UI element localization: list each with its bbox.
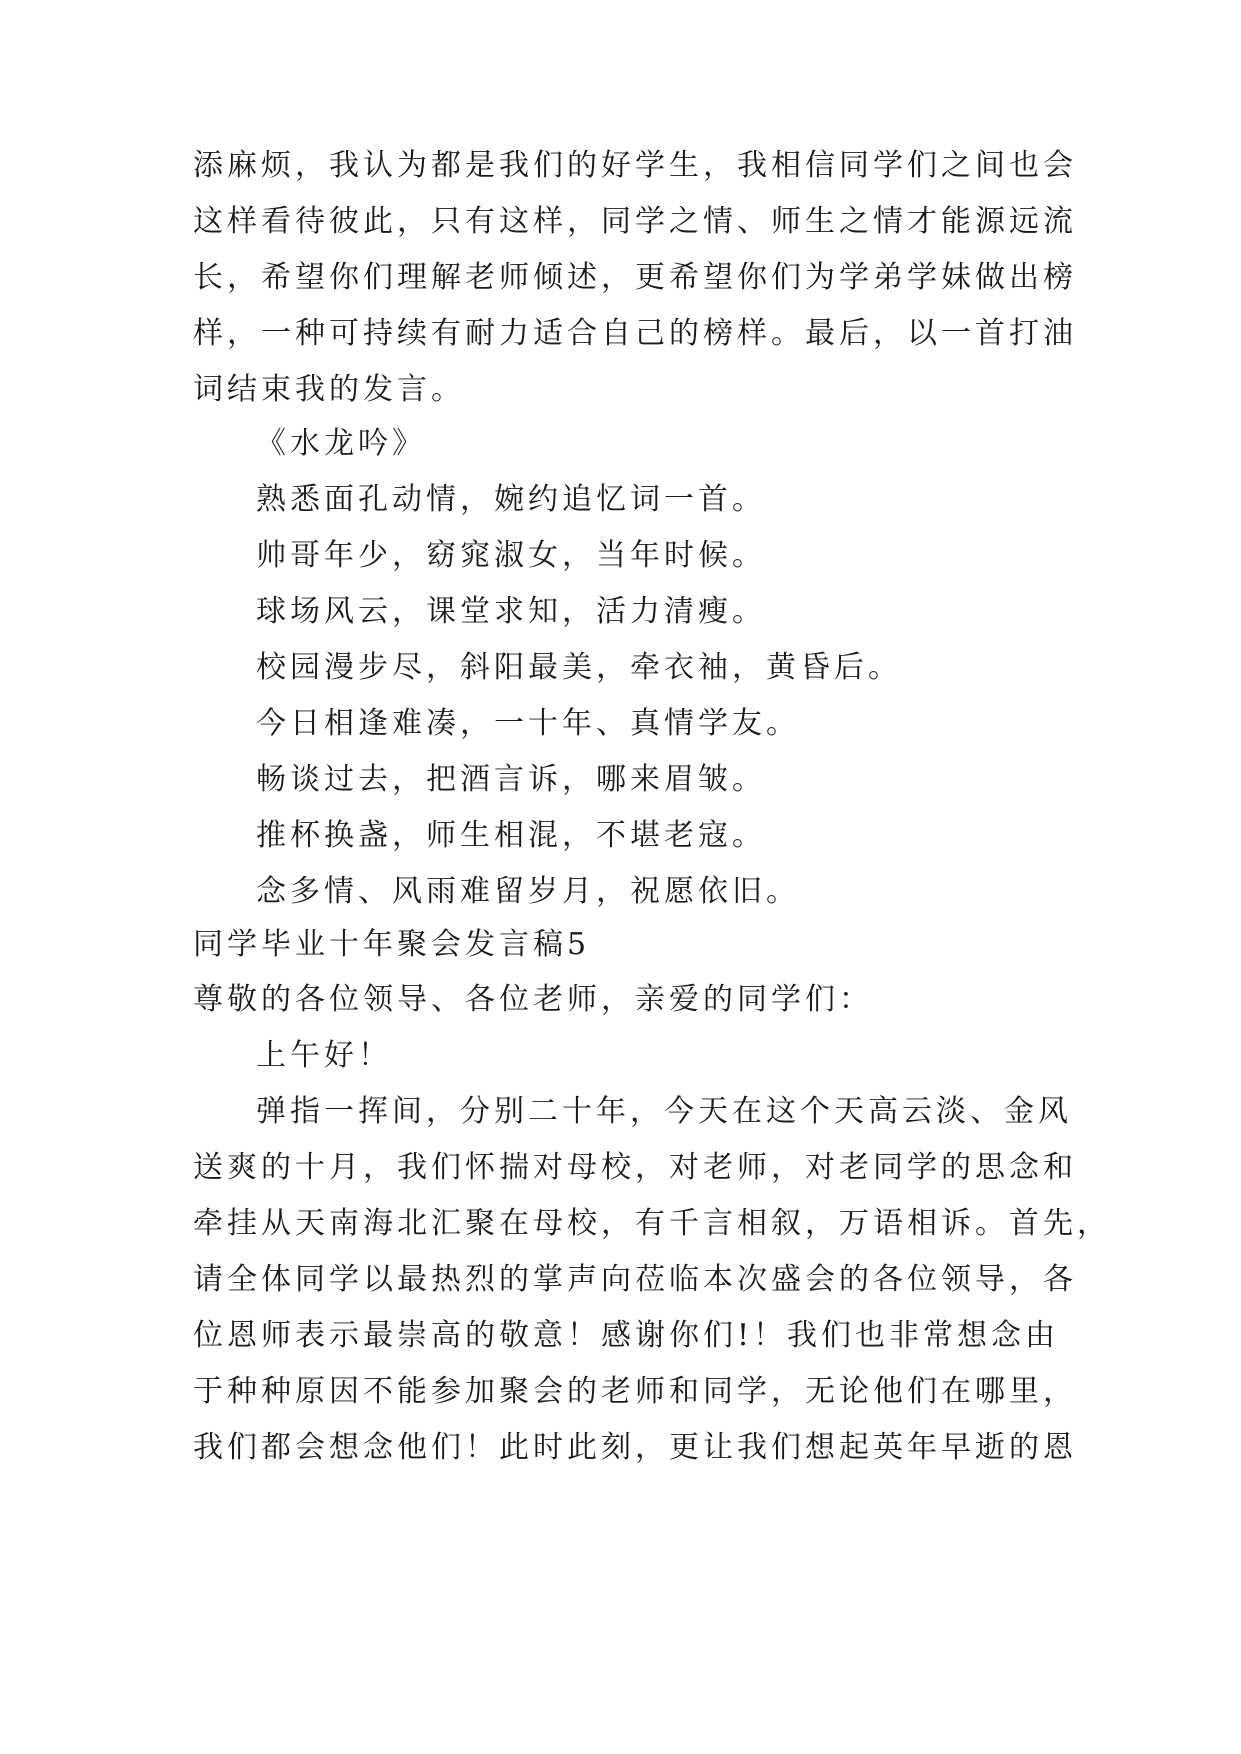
section-title: 同学毕业十年聚会发言稿5 <box>193 927 591 962</box>
paragraph-line: 样，一种可持续有耐力适合自己的榜样。最后，以一首打油 <box>193 316 1077 351</box>
paragraph-line: 长，希望你们理解老师倾述，更希望你们为学弟学妹做出榜 <box>193 260 1077 295</box>
paragraph-line: 牵挂从天南海北汇聚在母校，有千言相叙，万语相诉。首先， <box>193 1206 1111 1241</box>
poem-line: 今日相逢难凑，一十年、真情学友。 <box>256 706 800 741</box>
paragraph-line: 位恩师表示最崇高的敬意！感谢你们!！我们也非常想念由 <box>193 1318 1060 1353</box>
poem-line: 畅谈过去，把酒言诉，哪来眉皱。 <box>256 762 766 797</box>
poem-line: 球场风云，课堂求知，活力清瘦。 <box>256 594 766 629</box>
poem-line: 念多情、风雨难留岁月，祝愿依旧。 <box>256 874 800 909</box>
greeting: 上午好！ <box>256 1038 392 1073</box>
poem-line: 校园漫步尽，斜阳最美，牵衣袖，黄昏后。 <box>256 650 902 685</box>
paragraph-line: 我们都会想念他们！此时此刻，更让我们想起英年早逝的恩 <box>193 1430 1077 1465</box>
paragraph-line: 于种种原因不能参加聚会的老师和同学，无论他们在哪里， <box>193 1374 1077 1409</box>
poem-line: 帅哥年少，窈窕淑女，当年时候。 <box>256 538 766 573</box>
salutation: 尊敬的各位领导、各位老师，亲爱的同学们： <box>193 982 873 1017</box>
poem-title: 《水龙吟》 <box>256 426 426 461</box>
paragraph-line: 这样看待彼此，只有这样，同学之情、师生之情才能源远流 <box>193 204 1077 239</box>
paragraph-line: 弹指一挥间，分别二十年，今天在这个天高云淡、金风 <box>256 1094 1072 1129</box>
paragraph-line: 词结束我的发言。 <box>193 372 465 407</box>
paragraph-line: 请全体同学以最热烈的掌声向莅临本次盛会的各位领导，各 <box>193 1262 1077 1297</box>
paragraph-line: 送爽的十月，我们怀揣对母校，对老师，对老同学的思念和 <box>193 1150 1077 1185</box>
poem-line: 熟悉面孔动情，婉约追忆词一首。 <box>256 482 766 517</box>
poem-line: 推杯换盏，师生相混，不堪老寇。 <box>256 818 766 853</box>
paragraph-line: 添麻烦，我认为都是我们的好学生，我相信同学们之间也会 <box>193 148 1077 183</box>
